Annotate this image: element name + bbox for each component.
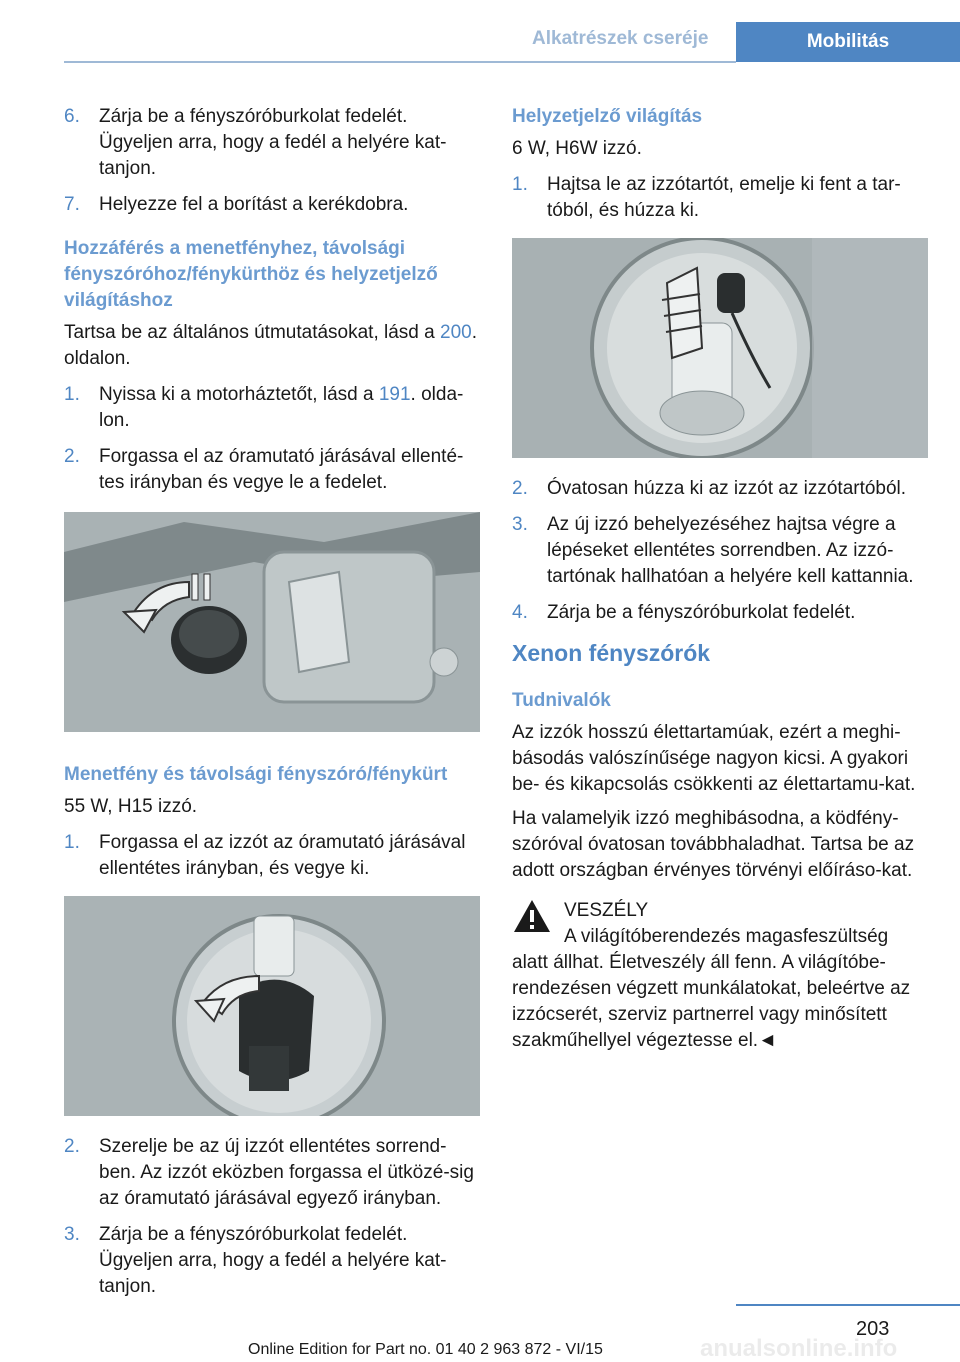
step-text: Zárja be a fényszóróburkolat fedelét. xyxy=(547,602,856,623)
step-a2 xyxy=(64,444,480,496)
step-text: Szerelje be az új izzót ellentétes sorrend‐ben. Az izzót eközben forgassa el ütközé‐sig az óramutató járásával egyező irányban. xyxy=(99,1136,474,1209)
step-text: Hajtsa le az izzótartót, emelje ki fent a tar‐tóból, és húzza ki. xyxy=(547,174,901,221)
access-paragraph xyxy=(64,320,480,372)
edition-text: Online Edition for Part no. 01 40 2 963 872 - VI/15 xyxy=(248,1341,603,1358)
text: Nyissa ki a motorháztetőt, lásd a xyxy=(99,384,379,405)
step-text xyxy=(99,382,480,434)
step-number: 1. xyxy=(64,832,80,853)
text: . olda‐lon. xyxy=(99,384,464,431)
step-number: 7. xyxy=(64,194,80,215)
notes-heading: Tudnivalók xyxy=(512,690,611,711)
low-beam-bulb-photo xyxy=(64,896,480,1116)
step-a1 xyxy=(64,382,480,434)
low-beam-heading: Menetfény és távolsági fényszóró/fénykürt xyxy=(64,764,448,785)
page-link-200[interactable]: 200 xyxy=(440,322,472,343)
position-light-photo xyxy=(512,238,928,458)
step-c4 xyxy=(512,600,928,626)
page-number: 203 xyxy=(856,1318,890,1340)
step-number: 6. xyxy=(64,106,80,127)
page-header xyxy=(0,0,960,62)
page-link-191[interactable]: 191 xyxy=(378,384,411,405)
position-light-heading: Helyzetjelző világítás xyxy=(512,106,703,127)
step-c3 xyxy=(512,512,928,590)
warning-triangle-icon xyxy=(512,898,552,934)
xenon-heading: Xenon fényszórók xyxy=(512,640,711,666)
header-divider xyxy=(64,61,736,63)
step-number: 3. xyxy=(64,1224,80,1245)
step-number: 1. xyxy=(512,174,528,195)
footer-divider xyxy=(736,1304,960,1306)
danger-warning xyxy=(512,898,928,1054)
step-c1 xyxy=(512,172,928,224)
position-light-bulb-spec: 6 W, H6W izzó. xyxy=(512,138,642,159)
headlight-cover-photo xyxy=(64,512,480,732)
step-text: Óvatosan húzza ki az izzót az izzótartóból. xyxy=(547,478,907,499)
warning-text-line1: A világítóberendezés magasfeszültség xyxy=(564,926,889,947)
notes-paragraph-1: Az izzók hosszú élettartamúak, ezért a meghi‐básodás valószínűsége nagyon kicsi. A gyakori be- és kikapcsolás csökkenti az élettartamu‐kat. xyxy=(512,722,916,795)
step-7 xyxy=(64,192,480,218)
right-column xyxy=(512,104,928,1062)
left-column xyxy=(64,104,480,1310)
step-number: 2. xyxy=(64,1136,80,1157)
step-text: Forgassa el az óramutató járásával ellenté‐tes irányban és vegye le a fedelet. xyxy=(99,446,464,493)
notes-paragraph-2: Ha valamelyik izzó meghibásodna, a ködfény‐szóróval óvatosan továbbhaladhat. Tartsa be az adott országban érvényes törvényi előíráso‐kat. xyxy=(512,808,915,881)
step-c2 xyxy=(512,476,928,502)
step-text: Zárja be a fényszóróburkolat fedelét. Ügyeljen arra, hogy a fedél a helyére kat‐tanjon. xyxy=(99,106,447,179)
warning-title: VESZÉLY xyxy=(564,900,649,921)
text: . oldalon. xyxy=(64,322,477,369)
header-chapter-tab: Mobilitás xyxy=(736,22,960,62)
step-number: 2. xyxy=(64,446,80,467)
step-number: 1. xyxy=(64,384,80,405)
step-6 xyxy=(64,104,480,182)
step-text: Helyezze fel a borítást a kerékdobra. xyxy=(99,194,409,215)
step-b3 xyxy=(64,1222,480,1300)
access-heading: Hozzáférés a menetfényhez, távolsági fényszóróhoz/fénykürthöz és helyzetjelző világításhoz xyxy=(64,238,438,311)
step-text: Az új izzó behelyezéséhez hajtsa végre a lépéseket ellentétes sorrendben. Az izzó‐tartónak hallhatóan a helyére kell kattannia. xyxy=(547,514,914,587)
step-b2 xyxy=(64,1134,480,1212)
step-number: 3. xyxy=(512,514,528,535)
step-b1 xyxy=(64,830,480,882)
step-text: Zárja be a fényszóróburkolat fedelét. Ügyeljen arra, hogy a fedél a helyére kat‐tanjon. xyxy=(99,1224,447,1297)
step-text: Forgassa el az izzót az óramutató járásával ellentétes irányban, és vegye ki. xyxy=(99,832,466,879)
watermark: anualsonline.info xyxy=(700,1335,898,1362)
warning-text: alatt állhat. Életveszély áll fenn. A világítóbe‐rendezésen végzett munkálatokat, beleértve az izzócserét, szerviz partnerrel vagy minősített szakműhellyel végeztesse el.◄ xyxy=(512,952,911,1051)
text: Tartsa be az általános útmutatásokat, lásd a xyxy=(64,322,440,343)
step-number: 2. xyxy=(512,478,528,499)
low-beam-bulb-spec: 55 W, H15 izzó. xyxy=(64,796,198,817)
step-number: 4. xyxy=(512,602,528,623)
header-section-title: Alkatrészek cseréje xyxy=(532,28,709,49)
